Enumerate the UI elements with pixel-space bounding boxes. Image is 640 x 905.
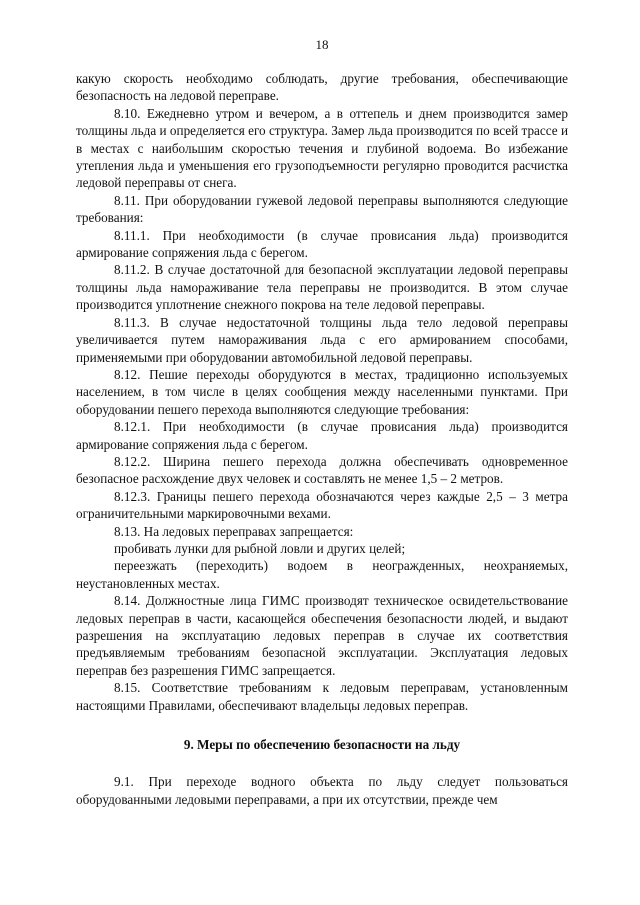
paragraph-8-12-3: 8.12.3. Границы пешего перехода обозначаются через каждые 2,5 – 3 метра ограничительными маркировочными вехами. (76, 488, 568, 522)
paragraph-8-13: 8.13. На ледовых переправах запрещается: (114, 523, 354, 539)
paragraph-8-12-2: 8.12.2. Ширина пешего перехода должна обеспечивать одновременное безопасное расхождение двух человек и составлять не менее 1,5 – 2 метров. (76, 453, 568, 487)
paragraph-8-12: 8.12. Пешие переходы оборудуются в местах, традиционно используемых населением, в том числе в целях сообщения между населенными пунктами. При оборудовании пешего перехода выполняются следующие требования: (76, 366, 568, 417)
page-number: 18 (315, 37, 329, 52)
document-body (76, 70, 568, 808)
paragraph-8-13-item-2: переезжать (переходить) водоем в неогражденных, неохраняемых, неустановленных местах. (76, 558, 568, 591)
paragraph-8-11-2: 8.11.2. В случае достаточной для безопасной эксплуатации ледовой переправы толщины льда намораживание тела переправы не производится. В этом случае производится уплотнение снежного покрова на теле ледовой переправы. (76, 262, 568, 313)
paragraph-8-13-item-1: пробивать лунки для рыбной ловли и других целей; (114, 540, 406, 556)
paragraph-8-11: 8.11. При оборудовании гужевой ледовой переправы выполняются следующие требования: (76, 192, 568, 226)
paragraph-8-10: 8.10. Ежедневно утром и вечером, а в оттепель и днем производится замер толщины льда и определяется его структура. Замер льда производится по всей трассе и в местах с наибольшим скоростью течения и глубиной водоема. Во избежание утепления льда и уменьшения его грузоподъемности регулярно проводится расчистка ледовой переправы от снега. (76, 105, 568, 191)
paragraph-8-12-1: 8.12.1. При необходимости (в случае провисания льда) производится армирование сопряжения льда с берегом. (76, 419, 568, 452)
section-heading: 9. Меры по обеспечению безопасности на льду (183, 737, 461, 753)
paragraph-8-11-1: 8.11.1. При необходимости (в случае провисания льда) производится армирование сопряжения льда с берегом. (76, 227, 568, 261)
paragraph-9-1: 9.1. При переходе водного объекта по льду следует пользоваться оборудованными ледовыми переправами, а при их отсутствии, прежде чем (76, 774, 568, 807)
paragraph-8-11-3: 8.11.3. В случае недостаточной толщины льда тело ледовой переправы увеличивается путем намораживания льда с его армированием способами, применяемыми при оборудовании автомобильной ледовой переправы. (76, 314, 568, 365)
paragraph-8-15: 8.15. Соответствие требованиям к ледовым переправам, установленным настоящими Правилами, обеспечивают владельцы ледовых переправ. (76, 680, 568, 713)
paragraph-8-14: 8.14. Должностные лица ГИМС производят техническое освидетельствование ледовых переправ в части, касающейся обеспечения безопасности людей, и выдают разрешения на эксплуатацию ледовых переправ в случае их соответствия предъявляемым требованиям безопасной эксплуатации. Эксплуатация ледовых переправ без разрешения ГИМС запрещается. (76, 593, 568, 678)
document-page (76, 0, 568, 905)
paragraph-continuation: какую скорость необходимо соблюдать, другие требования, обеспечивающие безопасность на ледовой переправе. (76, 71, 568, 104)
